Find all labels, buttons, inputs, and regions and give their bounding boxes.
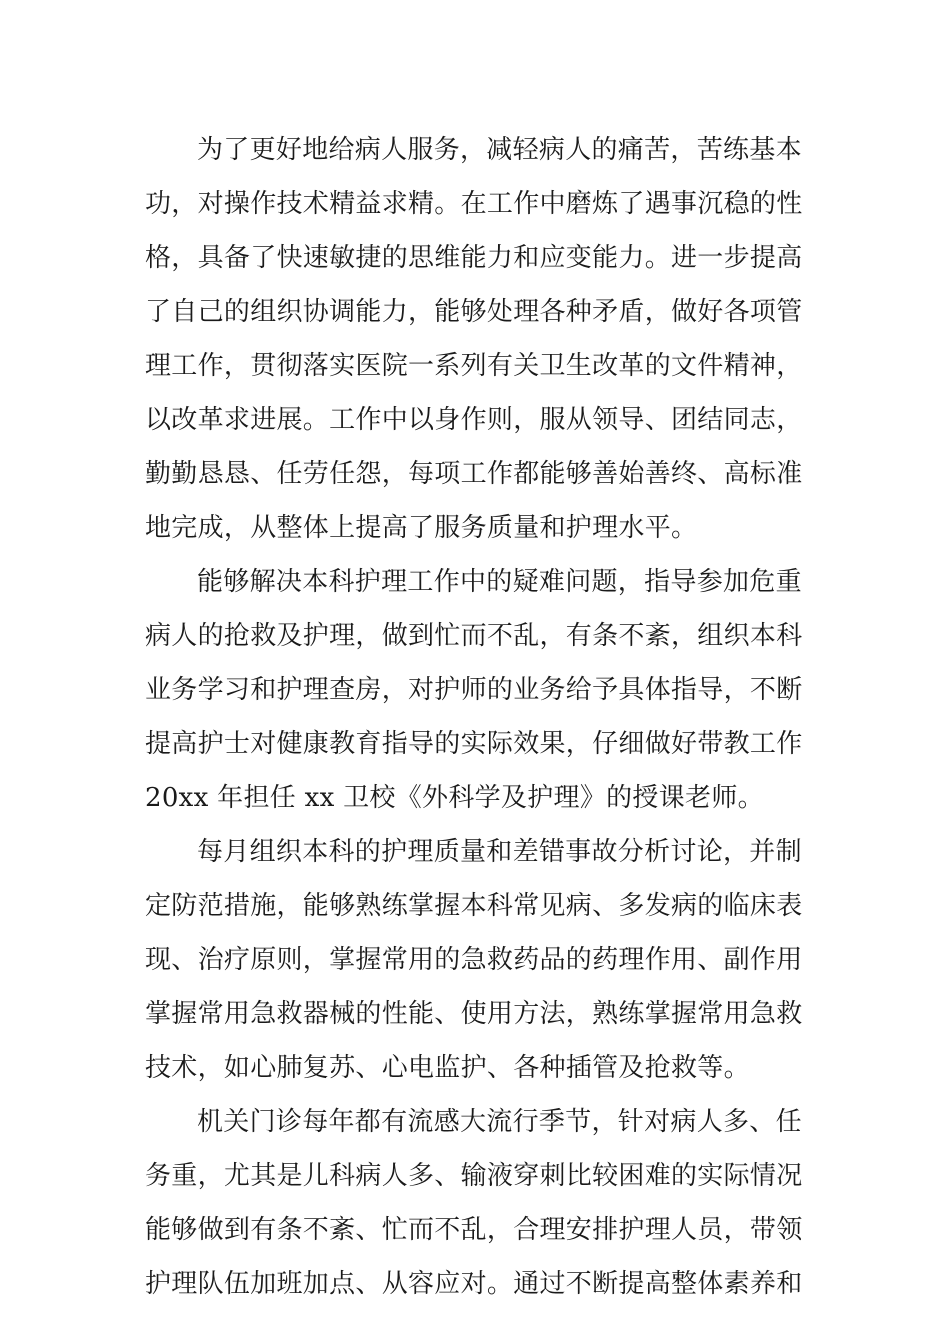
paragraph-line: 技术，如心肺复苏、心电监护、各种插管及抢救等。 [145,1053,750,1083]
paragraph-line: 功，对操作技术精益求精。在工作中磨炼了遇事沉稳的性 [145,189,803,219]
paragraph-line: 每月组织本科的护理质量和差错事故分析讨论，并制 [197,837,802,867]
paragraph-line: 病人的抢救及护理，做到忙而不乱，有条不紊，组织本科 [145,621,803,651]
paragraph-3 [145,825,810,1095]
paragraph-line: 现、治疗原则，掌握常用的急救药品的药理作用、副作用 [145,945,803,975]
paragraph-line: 地完成，从整体上提高了服务质量和护理水平。 [145,513,698,543]
paragraph-line: 掌握常用急救器械的性能、使用方法，熟练掌握常用急救 [145,999,803,1029]
paragraph-4 [145,1095,810,1311]
paragraph-line: 了自己的组织协调能力，能够处理各种矛盾，做好各项管 [145,297,803,327]
paragraph-line: 理工作，贯彻落实医院一系列有关卫生改革的文件精神， [145,351,803,381]
paragraph-line: 能够做到有条不紊、忙而不乱，合理安排护理人员，带领 [145,1215,803,1245]
paragraph-line: 能够解决本科护理工作中的疑难问题，指导参加危重 [197,567,802,597]
paragraph-line: 20xx 年担任 xx 卫校《外科学及护理》的授课老师。 [145,783,764,813]
paragraph-line: 业务学习和护理查房，对护师的业务给予具体指导，不断 [145,675,803,705]
paragraph-1 [145,123,810,555]
paragraph-line: 格，具备了快速敏捷的思维能力和应变能力。进一步提高 [145,243,803,273]
paragraph-line: 为了更好地给病人服务，减轻病人的痛苦，苦练基本 [197,135,802,165]
paragraph-2 [145,555,810,825]
document-body [145,123,810,1311]
paragraph-line: 机关门诊每年都有流感大流行季节，针对病人多、任 [197,1107,802,1137]
paragraph-line: 护理队伍加班加点、从容应对。通过不断提高整体素养和 [145,1269,803,1299]
paragraph-line: 以改革求进展。工作中以身作则，服从领导、团结同志， [145,405,803,435]
paragraph-line: 提高护士对健康教育指导的实际效果，仔细做好带教工作 [145,729,803,759]
paragraph-line: 勤勤恳恳、任劳任怨，每项工作都能够善始善终、高标准 [145,459,803,489]
paragraph-line: 定防范措施，能够熟练掌握本科常见病、多发病的临床表 [145,891,803,921]
paragraph-line: 务重，尤其是儿科病人多、输液穿刺比较困难的实际情况 [145,1161,803,1191]
